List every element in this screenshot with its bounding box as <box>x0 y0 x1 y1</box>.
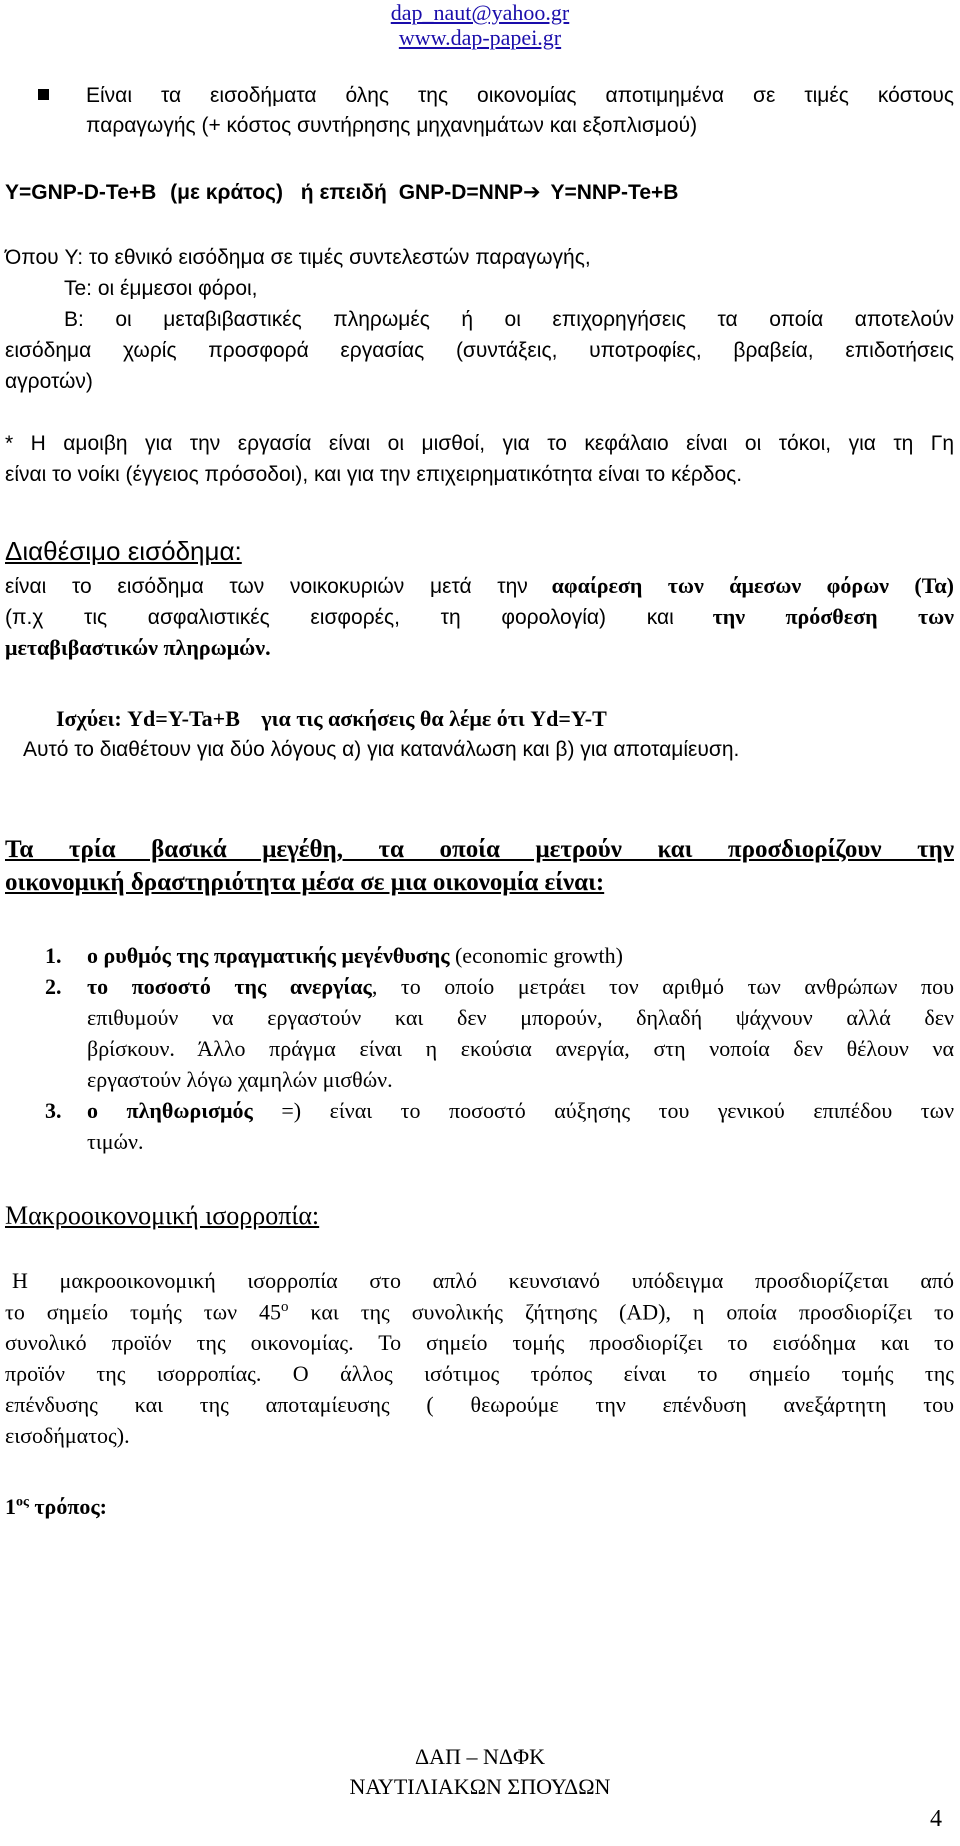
disposable-heading: Διαθέσιμο εισόδημα: <box>5 536 242 566</box>
equilibrium-heading: Μακροοικονομική ισορροπία: <box>5 1201 320 1230</box>
first-way-text: τρόπος: <box>34 1494 107 1519</box>
definition-b-1: B: οι μεταβιβαστικές πληρωμές ή οι επιχορηγήσεις τα οποία αποτελούν <box>64 308 954 331</box>
bullet-line-2: παραγωγής (+ κόστος συντήρησης μηχανημάτων και εξοπλισμού) <box>86 114 698 137</box>
holds-bold-2: για τις ασκήσεις θα λέμε ότι Yd=Y-T <box>261 706 607 731</box>
email-link[interactable]: dap_naut@yahoo.gr <box>390 0 570 25</box>
three-heading-1: Τα τρία βασικά μεγέθη, τα οποία μετρούν και προσδιορίζουν την <box>5 836 954 863</box>
disposable-line-2 <box>5 604 954 630</box>
definition-b-3: αγροτών) <box>5 370 93 393</box>
list-item-rest: (economic growth) <box>454 943 623 968</box>
list-item-bold: ο πληθωρισμός <box>87 1098 253 1123</box>
holds-line-2: Αυτό το διαθέτουν για δύο λόγους α) για κατανάλωση και β) για αποταμίευση. <box>23 738 740 761</box>
equilibrium-line-2 <box>5 1299 954 1325</box>
list-item-bold: ο ρυθμός της πραγματικής μεγένθυσης <box>87 943 450 968</box>
note-line-2: είναι το νοίκι (έγγειος πρόσοδοι), και για την επιχειρηματικότητα είναι το κέρδος. <box>5 463 743 486</box>
formula-with-state: (με κράτος) <box>170 181 283 204</box>
list-item-cont: τιμών. <box>87 1129 144 1154</box>
disposable-l2-bold: την πρόσθεση των <box>712 604 954 629</box>
page-number: 4 <box>930 1806 942 1832</box>
formula-or-since: ή επειδή <box>300 181 387 204</box>
disposable-l2-normal: (π.χ τις ασφαλιστικές εισφορές, τη φορολογία) και <box>5 606 674 629</box>
list-item <box>87 974 954 1000</box>
formula-line <box>5 180 678 205</box>
holds-bold-1: Ισχύει: Yd=Y-Ta+B <box>56 706 240 731</box>
list-item-cont: βρίσκουν. Άλλο πράγμα είναι η εκούσια ανεργία, στη νοποία δεν θέλουν να <box>87 1036 954 1061</box>
definition-y: Όπου Y: το εθνικό εισόδημα σε τιμές συντελεστών παραγωγής, <box>5 246 591 269</box>
definition-te: Te: οι έμμεσοι φόροι, <box>64 277 258 300</box>
list-item-number: 1. <box>45 943 62 968</box>
list-item <box>87 1098 954 1124</box>
three-heading-2: οικονομική δραστηριότητα μέσα σε μια οικονομία είναι: <box>5 869 605 896</box>
equilibrium-line-6: εισοδήματος). <box>5 1423 130 1448</box>
equilibrium-line-1: Η μακροοικονομική ισορροπία στο απλό κευνσιανό υπόδειγμα προσδιορίζεται από <box>12 1268 954 1293</box>
disposable-l1-normal: είναι το εισόδημα των νοικοκυριών μετά την <box>5 575 528 598</box>
list-item-cont: επιθυμούν να εργαστούν και δεν μπορούν, δηλαδή ψάχνουν αλλά δεν <box>87 1005 954 1030</box>
note-line-1: * Η αμοιβη για την εργασία είναι οι μισθοί, για το κεφάλαιο είναι οι τόκοι, για τη Γη <box>5 432 954 455</box>
formula-left: Y=GNP-D-Te+B <box>5 181 157 204</box>
disposable-l1-bold: αφαίρεση των άμεσων φόρων (Τα) <box>551 573 954 598</box>
formula-eq: GNP-D=NNP <box>398 181 523 204</box>
equilibrium-line-5: επένδυσης και της αποταμίευσης ( θεωρούμε την επένδυση ανεξάρτητη του <box>5 1392 954 1417</box>
disposable-line-3: μεταβιβαστικών πληρωμών. <box>5 635 271 660</box>
list-item <box>87 943 623 969</box>
list-item-cont: εργαστούν λόγω χαμηλών μισθών. <box>87 1067 393 1092</box>
footer <box>0 1742 960 1802</box>
equilibrium-l2-b: και της συνολικής ζήτησης (AD), η οποία προσδιορίζει το <box>310 1299 954 1325</box>
disposable-line-1 <box>5 573 954 599</box>
header <box>0 0 960 51</box>
definition-b-2: εισόδημα χωρίς προσφορά εργασίας (συντάξεις, υποτροφίες, βραβεία, επιδοτήσεις <box>5 339 954 362</box>
footer-line-1: ΔΑΠ – ΝΔΦΚ <box>415 1744 545 1769</box>
first-way-num: 1 <box>5 1494 16 1519</box>
website-link[interactable]: www.dap-papei.gr <box>398 25 562 50</box>
first-way-sup: ος <box>16 1494 29 1510</box>
list-item-bold: το ποσοστό της ανεργίας <box>87 974 372 999</box>
bullet-line-1: Είναι τα εισοδήματα όλης της οικονομίας αποτιμημένα σε τιμές κόστους <box>86 84 954 107</box>
list-item-number: 2. <box>45 974 62 999</box>
footer-line-2: ΝΑΥΤΙΛΙΑΚΩΝ ΣΠΟΥΔΩΝ <box>349 1774 611 1799</box>
holds-line-1 <box>56 706 607 732</box>
list-item-rest: =) είναι το ποσοστό αύξησης του γενικού επιπέδου των <box>281 1098 955 1123</box>
equilibrium-l2-a: το σημείο τομής των 45 <box>5 1299 281 1325</box>
equilibrium-line-3: συνολικό προϊόν της οικονομίας. Το σημείο τομής προσδιορίζει το εισόδημα και το <box>5 1330 954 1355</box>
formula-result: Y=NNP-Te+B <box>550 181 679 204</box>
first-way-label <box>5 1494 107 1520</box>
list-item-number: 3. <box>45 1098 62 1123</box>
equilibrium-line-4: προϊόν της ισορροπίας. Ο άλλος ισότιμος τρόπος είναι το σημείο τομής της <box>5 1361 954 1386</box>
degree-superscript: ο <box>281 1299 289 1315</box>
arrow-right-icon: ➔ <box>523 181 541 204</box>
list-item-rest: , το οποίο μετράει τον αριθμό των ανθρώπων που <box>371 974 954 999</box>
square-bullet-icon <box>38 89 49 100</box>
